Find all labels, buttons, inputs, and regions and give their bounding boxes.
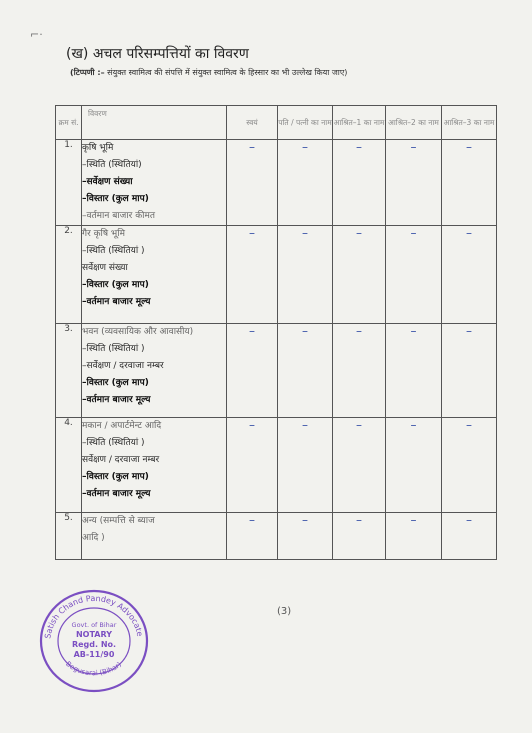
desc-line: –सर्वेक्षण / दरवाजा नम्बर <box>82 361 164 371</box>
dash-mark: – <box>466 140 472 154</box>
desc-line: –वर्तमान बाजार कीमत <box>82 211 155 221</box>
value-cell <box>227 226 278 324</box>
dash-mark: – <box>356 513 362 527</box>
value-cell <box>227 513 278 560</box>
desc-line: गैर कृषि भूमि <box>82 229 125 239</box>
stamp-name: Satish Chand Pandey Advocate <box>43 593 145 640</box>
table-row <box>56 226 497 324</box>
dash-mark: – <box>249 140 255 154</box>
note <box>70 67 347 78</box>
immovable-assets-table <box>55 105 497 560</box>
desc-line: –स्थिति (स्थितियां ) <box>82 344 145 354</box>
dash-mark: – <box>302 513 308 527</box>
value-cell <box>386 513 442 560</box>
dash-mark: – <box>249 226 255 240</box>
dash-mark: – <box>356 324 362 338</box>
dash-mark: – <box>356 226 362 240</box>
desc-line: –स्थिति (स्थितियां ) <box>82 246 145 256</box>
stamp-place: Begusarai (Bihar) <box>64 659 124 678</box>
dash-mark: – <box>410 513 417 527</box>
value-cell <box>278 140 333 226</box>
dash-mark: – <box>466 418 472 432</box>
dash-mark: – <box>302 226 308 240</box>
desc-line: –विस्तार (कुल माप) <box>82 472 149 482</box>
desc-line: –विस्तार (कुल माप) <box>82 280 149 290</box>
row-description <box>82 418 227 513</box>
desc-line: –वर्तमान बाजार मूल्य <box>82 297 151 307</box>
stamp-line-3: Regd. No. <box>71 640 117 649</box>
dash-mark: – <box>249 324 255 338</box>
value-cell <box>333 226 386 324</box>
value-cell <box>442 140 497 226</box>
dash-mark: – <box>410 418 417 432</box>
table-row <box>56 513 497 560</box>
row-serial: 1. <box>56 140 82 226</box>
desc-line: भवन (व्यवसायिक और आवासीय) <box>82 327 194 337</box>
value-cell <box>442 513 497 560</box>
dash-mark: – <box>466 513 472 527</box>
value-cell <box>333 140 386 226</box>
row-description <box>82 140 227 226</box>
desc-line: –विस्तार (कुल माप) <box>82 378 149 388</box>
dash-mark: – <box>410 226 417 240</box>
value-cell <box>442 418 497 513</box>
desc-line: –स्थिति (स्थितियां) <box>82 160 142 170</box>
header-dependent-3: आश्रित–3 का नाम <box>442 106 497 140</box>
dash-mark: – <box>249 513 255 527</box>
dash-mark: – <box>466 226 472 240</box>
desc-line: –विस्तार (कुल माप) <box>82 194 149 204</box>
value-cell <box>278 324 333 418</box>
value-cell <box>333 324 386 418</box>
header-dependent-2: आश्रित–2 का नाम <box>386 106 442 140</box>
value-cell <box>278 513 333 560</box>
desc-line: –स्थिति (स्थितियां ) <box>82 438 145 448</box>
dash-mark: – <box>249 418 255 432</box>
desc-line: –वर्तमान बाजार मूल्य <box>82 489 151 499</box>
row-serial: 3. <box>56 324 82 418</box>
value-cell <box>386 226 442 324</box>
dash-mark: – <box>356 140 362 154</box>
desc-line: सर्वेक्षण / दरवाजा नम्बर <box>82 455 160 465</box>
row-serial: 5. <box>56 513 82 560</box>
desc-line: –सर्वेक्षण संख्या <box>82 177 133 187</box>
table-row <box>56 324 497 418</box>
value-cell <box>386 418 442 513</box>
header-description: विवरण <box>82 106 227 140</box>
dash-mark: – <box>302 418 308 432</box>
dash-mark: – <box>466 324 472 338</box>
desc-line: –वर्तमान बाजार मूल्य <box>82 395 151 405</box>
value-cell <box>278 226 333 324</box>
row-description <box>82 513 227 560</box>
desc-line: आदि ) <box>82 533 105 543</box>
section-heading: (ख) अचल परिसम्पत्तियों का विवरण <box>66 46 249 62</box>
scan-mark: ⌐· <box>30 28 43 41</box>
value-cell <box>386 140 442 226</box>
dash-mark: – <box>302 324 308 338</box>
stamp-line-2: NOTARY <box>75 630 113 639</box>
notary-stamp <box>36 585 152 695</box>
value-cell <box>442 324 497 418</box>
desc-line: मकान / अपार्टमेन्ट आदि <box>82 421 162 431</box>
desc-line: कृषि भूमि <box>82 143 114 153</box>
header-row <box>56 106 497 140</box>
row-serial: 4. <box>56 418 82 513</box>
page-number: (3) <box>277 606 292 617</box>
note-label: (टिप्पणी :– <box>70 68 105 77</box>
table-row <box>56 140 497 226</box>
row-description <box>82 226 227 324</box>
dash-mark: – <box>356 418 362 432</box>
row-description <box>82 324 227 418</box>
value-cell <box>333 418 386 513</box>
dash-mark: – <box>410 324 417 338</box>
dash-mark: – <box>302 140 308 154</box>
value-cell <box>227 418 278 513</box>
value-cell <box>386 324 442 418</box>
value-cell <box>278 418 333 513</box>
dash-mark: – <box>410 140 417 154</box>
header-sl: क्रम सं. <box>56 106 82 140</box>
row-serial: 2. <box>56 226 82 324</box>
header-self: स्वयं <box>227 106 278 140</box>
table-row <box>56 418 497 513</box>
value-cell <box>442 226 497 324</box>
stamp-line-1: Govt. of Bihar <box>71 621 117 629</box>
desc-line: अन्य (सम्पत्ति से ब्याज <box>82 516 155 526</box>
note-text: संयुक्त स्वामित्व की संपत्ति में संयुक्त स्वामित्व के हिस्सार का भी उल्लेख किया जाए) <box>107 68 348 77</box>
header-dependent-1: आश्रित–1 का नाम <box>333 106 386 140</box>
stamp-line-4: AB-11/90 <box>73 650 115 659</box>
desc-line: सर्वेक्षण संख्या <box>82 263 128 273</box>
value-cell <box>227 140 278 226</box>
value-cell <box>227 324 278 418</box>
header-spouse: पति / पत्नी का नाम <box>278 106 333 140</box>
value-cell <box>333 513 386 560</box>
